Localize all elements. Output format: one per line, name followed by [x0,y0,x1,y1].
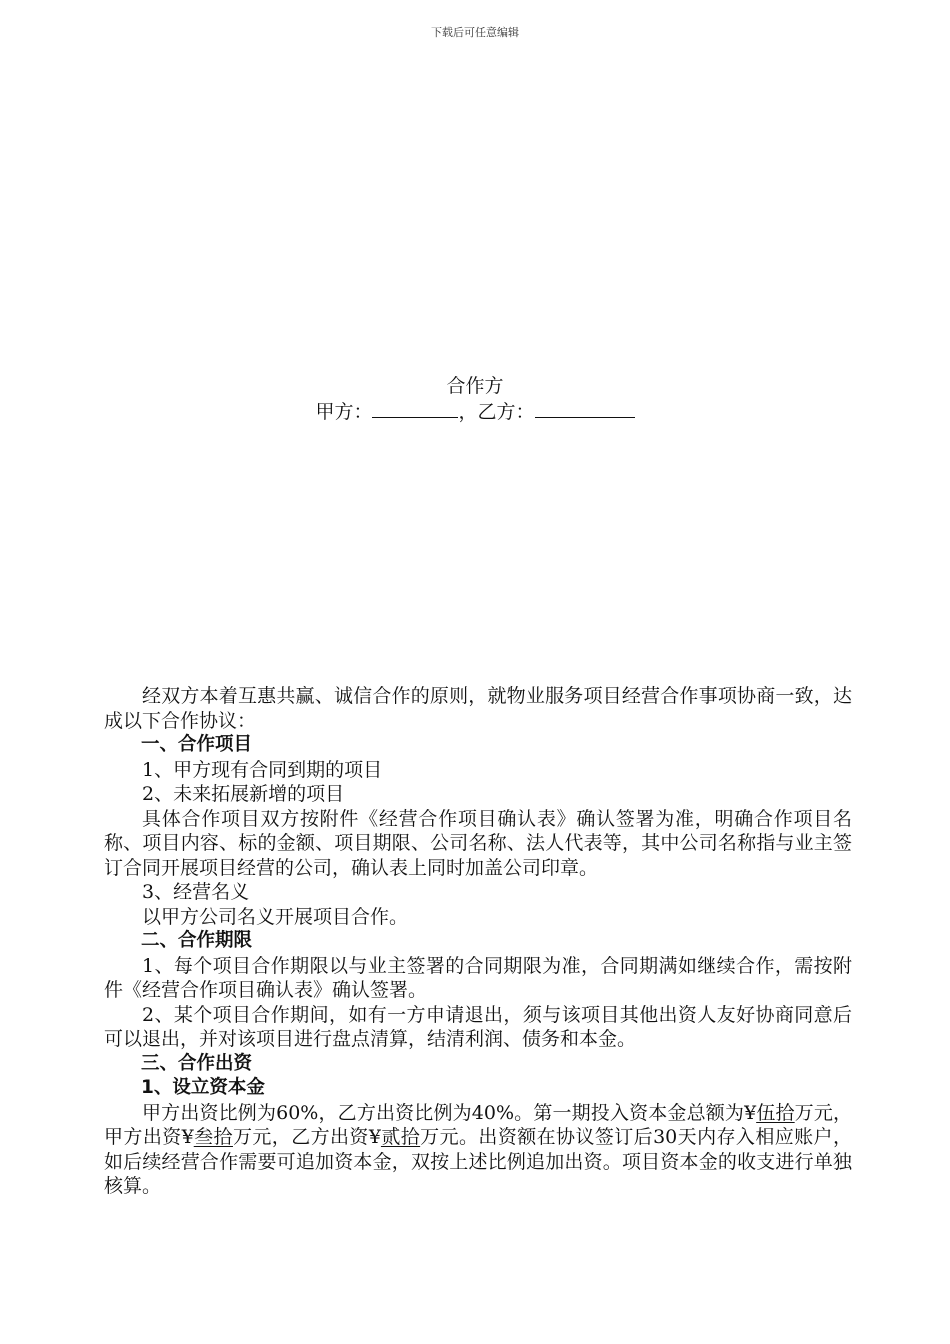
page-header-note: 下载后可任意编辑 [431,26,519,39]
capital-text-part-2: 万元，甲方出资¥ [104,1101,852,1148]
section-2-heading: 二、合作期限 [141,930,253,951]
section-1-paragraph: 具体合作项目双方按附件《经营合作项目确认表》确认签署为准，明确合作项目名称、项目内容、标的金额、项目期限、公司名称、法人代表等，其中公司名称指与业主签订合同开展项目经营的公司，确认表上同时加盖公司印章。 [104,807,852,879]
party-a-amount: 叁拾 [193,1126,233,1148]
party-b-label: 乙方： [477,401,535,423]
capital-total-amount: 伍拾 [756,1101,795,1124]
section-1-item-2: 2、未来拓展新增的项目 [142,783,345,805]
parties-line [0,399,950,424]
party-separator: ， [458,401,478,423]
agreement-body [104,684,852,1199]
party-b-blank [535,399,635,418]
section-2-item-2: 2、某个项目合作期间，如有一方申请退出，须与该项目其他出资人友好协商同意后可以退出，并对该项目进行盘点清算，结清利润、债务和本金。 [104,1003,852,1050]
section-3-subheading-1: 1、设立资本金 [141,1077,265,1098]
capital-text-part-3: 万元，乙方出资¥ [232,1126,381,1148]
intro-paragraph: 经双方本着互惠共赢、诚信合作的原则，就物业服务项目经营合作事项协商一致，达成以下合作协议： [104,685,852,732]
section-2-item-1: 1、每个项目合作期限以与业主签署的合同期限为准，合同期满如继续合作，需按附件《经营合作项目确认表》确认签署。 [104,954,852,1001]
party-a-label: 甲方： [315,401,373,423]
party-b-amount: 贰拾 [380,1126,421,1148]
section-3-heading: 三、合作出资 [141,1052,253,1074]
section-1-item-1: 1、甲方现有合同到期的项目 [142,758,383,781]
capital-text-part-1: 甲方出资比例为60%，乙方出资比例为40%。第一期投入资本金总额为¥ [142,1101,757,1124]
section-1-heading: 一、合作项目 [141,734,253,755]
section-1-item-3-text: 以甲方公司名义开展项目合作。 [142,905,409,928]
party-a-blank [372,399,458,418]
capital-text-part-4: 万元。出资额在协议签订后30天内存入相应账户，如后续经营合作需要可追加资本金，双按上述比例追加出资。项目资本金的收支进行单独核算。 [104,1126,852,1197]
cover-title: 合作方 [446,375,504,397]
section-3-capital-paragraph [104,1101,852,1199]
section-1-item-3: 3、经营名义 [142,881,250,903]
